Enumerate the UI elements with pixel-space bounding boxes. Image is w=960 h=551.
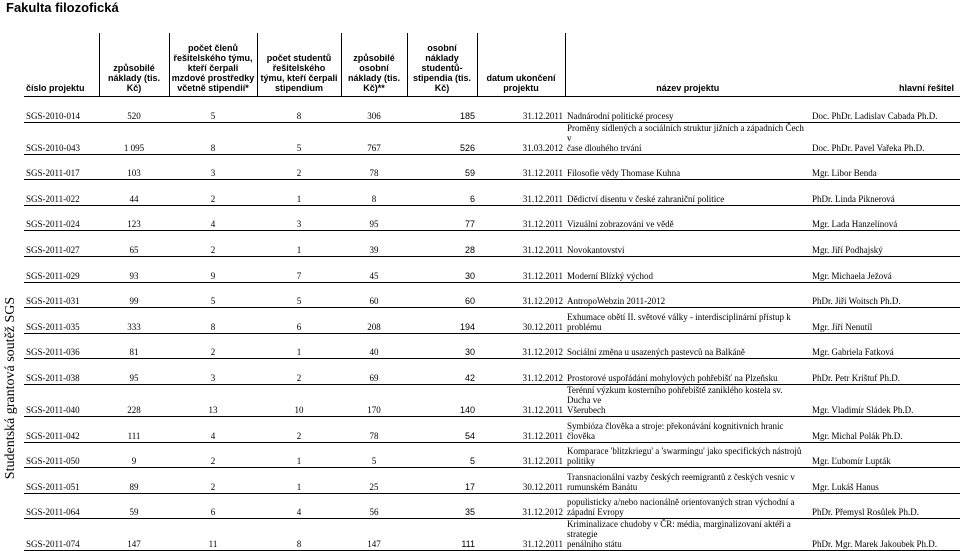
project-name-line: Sociální změna u usazených pastevců na Balkáně [567, 347, 745, 358]
lead-cell: Mgr. Jiří Podhajský [810, 231, 960, 257]
personal-student-stipend-cell: 194 [407, 308, 477, 334]
end-date-cell: 31.12.2011 [477, 384, 565, 416]
col-header-students-stipend: počet studentů řešitelského týmu, kteří čerpali stipendium [257, 33, 341, 97]
project-name-cell [565, 384, 810, 416]
material-costs-cell: 59 [99, 493, 169, 519]
table-row [24, 154, 960, 180]
end-date-cell: 31.12.2011 [477, 416, 565, 442]
project-id-cell: SGS-2011-050 [24, 442, 99, 468]
project-id-cell: SGS-2011-064 [24, 493, 99, 519]
project-name-cell [565, 180, 810, 206]
material-costs-cell: 9 [99, 442, 169, 468]
students-stipend-cell: 1 [257, 231, 341, 257]
team-members-cell: 11 [169, 519, 257, 551]
project-name-line: Všerubech [567, 404, 606, 415]
personal-student-stipend-cell: 30 [407, 333, 477, 359]
personal-student-stipend-cell: 54 [407, 416, 477, 442]
lead-cell: PhDr. Linda Piknerová [810, 180, 960, 206]
students-stipend-cell: 1 [257, 442, 341, 468]
team-members-cell: 2 [169, 180, 257, 206]
students-stipend-cell: 1 [257, 468, 341, 494]
table-row [24, 384, 960, 416]
lead-cell: Mgr. Gabriela Fatková [810, 333, 960, 359]
table-row [24, 442, 960, 468]
lead-cell: Mgr. Lada Hanzelínová [810, 205, 960, 231]
students-stipend-cell: 8 [257, 519, 341, 551]
team-members-cell: 2 [169, 442, 257, 468]
page-title: Fakulta filozofická [6, 0, 119, 15]
project-name-line: politiky [567, 456, 596, 467]
personal-student-stipend-cell: 59 [407, 154, 477, 180]
project-name-line: čase dlouhého trvání [567, 142, 642, 153]
table-row [24, 493, 960, 519]
team-members-cell: 2 [169, 468, 257, 494]
lead-cell: Mgr. Michal Polák Ph.D. [810, 416, 960, 442]
table-row [24, 519, 960, 551]
personal-student-stipend-cell: 6 [407, 180, 477, 206]
personal-student-stipend-cell: 42 [407, 359, 477, 385]
lead-cell: Mgr. Libor Benda [810, 154, 960, 180]
project-name-line: Filosofie vědy Thomase Kuhna [567, 168, 681, 179]
lead-cell: Mgr. Jiří Nenutil [810, 308, 960, 334]
project-name-line: Prostorové uspořádání mohylových pohřebišť na Plzeňsku [567, 372, 778, 383]
project-id-cell: SGS-2011-042 [24, 416, 99, 442]
students-stipend-cell: 2 [257, 154, 341, 180]
project-id-cell: SGS-2011-051 [24, 468, 99, 494]
project-name-line: Kriminalizace chudoby v ČR: média, marginalizovaní aktéři a strategie [567, 519, 791, 540]
project-name-cell [565, 333, 810, 359]
side-label-text: Studentská grantová soutěž SGS [3, 296, 18, 480]
end-date-cell: 31.12.2012 [477, 333, 565, 359]
material-costs-cell: 93 [99, 256, 169, 282]
project-name-line: Terénní výzkum kosterního pohřebiště zaniklého kostela sv. Ducha ve [567, 384, 783, 405]
end-date-cell: 31.12.2011 [477, 256, 565, 282]
project-name-line: Vizuální zobrazování ve vědě [567, 219, 674, 230]
personal-student-stipend-cell: 5 [407, 442, 477, 468]
end-date-cell: 31.03.2012 [477, 122, 565, 154]
end-date-cell: 31.12.2011 [477, 97, 565, 123]
students-stipend-cell: 5 [257, 122, 341, 154]
project-id-cell: SGS-2011-038 [24, 359, 99, 385]
personal-costs-cell: 306 [341, 97, 407, 123]
project-id-cell: SGS-2011-040 [24, 384, 99, 416]
project-name-cell [565, 205, 810, 231]
project-name-cell [565, 519, 810, 551]
team-members-cell: 8 [169, 308, 257, 334]
project-id-cell: SGS-2011-029 [24, 256, 99, 282]
project-name-cell [565, 256, 810, 282]
end-date-cell: 31.12.2011 [477, 231, 565, 257]
material-costs-cell: 123 [99, 205, 169, 231]
project-name-line: Dědictví disentu v české zahraniční politice [567, 193, 725, 204]
personal-costs-cell: 147 [341, 519, 407, 551]
personal-costs-cell: 78 [341, 154, 407, 180]
project-name-cell [565, 442, 810, 468]
personal-costs-cell: 170 [341, 384, 407, 416]
material-costs-cell: 228 [99, 384, 169, 416]
end-date-cell: 31.12.2012 [477, 493, 565, 519]
table-body [24, 97, 960, 551]
project-name-line: Komparace 'blitzkriegu' a 'swarmingu' jako specifických nástrojů [567, 446, 802, 457]
table-row [24, 256, 960, 282]
data-sheet [0, 33, 960, 550]
end-date-cell: 31.12.2011 [477, 205, 565, 231]
table-row [24, 333, 960, 359]
side-label [0, 243, 22, 533]
students-stipend-cell: 4 [257, 493, 341, 519]
personal-student-stipend-cell: 30 [407, 256, 477, 282]
project-name-line: Symbióza člověka a stroje: překonávání kognitivních hranic člověka [567, 420, 784, 441]
table-row [24, 468, 960, 494]
personal-student-stipend-cell: 185 [407, 97, 477, 123]
project-id-cell: SGS-2011-017 [24, 154, 99, 180]
team-members-cell: 13 [169, 384, 257, 416]
material-costs-cell: 99 [99, 282, 169, 308]
personal-student-stipend-cell: 17 [407, 468, 477, 494]
material-costs-cell: 65 [99, 231, 169, 257]
project-name-line: Proměny sídlených a sociálních struktur jižních a západních Čech v [567, 122, 804, 143]
students-stipend-cell: 8 [257, 97, 341, 123]
end-date-cell: 30.12.2011 [477, 468, 565, 494]
end-date-cell: 31.12.2012 [477, 359, 565, 385]
team-members-cell: 3 [169, 359, 257, 385]
project-id-cell: SGS-2011-074 [24, 519, 99, 551]
project-name-line: problému [567, 321, 602, 332]
personal-costs-cell: 39 [341, 231, 407, 257]
students-stipend-cell: 10 [257, 384, 341, 416]
lead-cell: Doc. PhDr. Ladislav Cabada Ph.D. [810, 97, 960, 123]
lead-cell: PhDr. Jiří Woitsch Ph.D. [810, 282, 960, 308]
project-id-cell: SGS-2011-031 [24, 282, 99, 308]
lead-cell: PhDr. Petr Krištuf Ph.D. [810, 359, 960, 385]
table-row [24, 180, 960, 206]
project-name-cell [565, 416, 810, 442]
material-costs-cell: 81 [99, 333, 169, 359]
team-members-cell: 4 [169, 205, 257, 231]
table-row [24, 231, 960, 257]
col-header-personal-student-stipend: osobní náklady studentů-stipendia (tis. Kč) [407, 33, 477, 97]
team-members-cell: 5 [169, 97, 257, 123]
project-name-cell [565, 122, 810, 154]
project-name-line: Transnacionální vazby českých reemigrantů z českých vesnic v [567, 471, 795, 482]
team-members-cell: 5 [169, 282, 257, 308]
table-row [24, 359, 960, 385]
project-id-cell: SGS-2011-024 [24, 205, 99, 231]
project-name-cell [565, 282, 810, 308]
personal-student-stipend-cell: 526 [407, 122, 477, 154]
project-name-line: rumunském Banátu [567, 481, 638, 492]
project-name-line: Nadnárodní politické procesy [567, 110, 674, 121]
project-name-line: AntropoWebzin 2011-2012 [567, 296, 666, 307]
col-header-lead: hlavní řešitel [810, 33, 960, 97]
lead-cell: PhDr. Přemysl Rosůlek Ph.D. [810, 493, 960, 519]
material-costs-cell: 95 [99, 359, 169, 385]
personal-costs-cell: 8 [341, 180, 407, 206]
personal-costs-cell: 60 [341, 282, 407, 308]
material-costs-cell: 147 [99, 519, 169, 551]
project-name-cell [565, 308, 810, 334]
project-id-cell: SGS-2011-022 [24, 180, 99, 206]
material-costs-cell: 44 [99, 180, 169, 206]
col-header-project-name: název projektu [565, 33, 810, 97]
material-costs-cell: 111 [99, 416, 169, 442]
team-members-cell: 8 [169, 122, 257, 154]
personal-costs-cell: 69 [341, 359, 407, 385]
table-row [24, 282, 960, 308]
col-header-end-date: datum ukončení projektu [477, 33, 565, 97]
material-costs-cell: 520 [99, 97, 169, 123]
project-id-cell: SGS-2011-027 [24, 231, 99, 257]
personal-student-stipend-cell: 77 [407, 205, 477, 231]
end-date-cell: 31.12.2011 [477, 154, 565, 180]
team-members-cell: 6 [169, 493, 257, 519]
lead-cell: Doc. PhDr. Pavel Vařeka Ph.D. [810, 122, 960, 154]
lead-cell: Mgr. Ľubomír Lupták [810, 442, 960, 468]
end-date-cell: 30.12.2011 [477, 308, 565, 334]
personal-costs-cell: 78 [341, 416, 407, 442]
end-date-cell: 31.12.2011 [477, 519, 565, 551]
personal-costs-cell: 40 [341, 333, 407, 359]
project-name-cell [565, 468, 810, 494]
students-stipend-cell: 2 [257, 359, 341, 385]
students-stipend-cell: 5 [257, 282, 341, 308]
table-row [24, 97, 960, 123]
personal-costs-cell: 56 [341, 493, 407, 519]
personal-student-stipend-cell: 111 [407, 519, 477, 551]
personal-student-stipend-cell: 140 [407, 384, 477, 416]
col-header-personal-costs: způsobilé osobní náklady (tis. Kč)** [341, 33, 407, 97]
personal-costs-cell: 208 [341, 308, 407, 334]
team-members-cell: 2 [169, 333, 257, 359]
table-row [24, 416, 960, 442]
students-stipend-cell: 1 [257, 333, 341, 359]
team-members-cell: 3 [169, 154, 257, 180]
project-name-line: Moderní Blízký východ [567, 270, 653, 281]
table-row [24, 308, 960, 334]
projects-table [24, 33, 960, 551]
project-name-line: západní Evropy [567, 507, 624, 518]
students-stipend-cell: 1 [257, 180, 341, 206]
project-id-cell: SGS-2011-035 [24, 308, 99, 334]
project-name-line: populisticky a/nebo nacionálně orientovaných stran východní a [567, 497, 795, 508]
team-members-cell: 9 [169, 256, 257, 282]
material-costs-cell: 89 [99, 468, 169, 494]
lead-cell: Mgr. Vladimír Sládek Ph.D. [810, 384, 960, 416]
students-stipend-cell: 3 [257, 205, 341, 231]
project-name-line: penálního státu [567, 539, 622, 550]
personal-costs-cell: 95 [341, 205, 407, 231]
table-row [24, 205, 960, 231]
personal-costs-cell: 25 [341, 468, 407, 494]
lead-cell: PhDr. Mgr. Marek Jakoubek Ph.D. [810, 519, 960, 551]
students-stipend-cell: 7 [257, 256, 341, 282]
col-header-team-members: počet členů řešitelského týmu, kteří čerpali mzdové prostředky včetně stipendií* [169, 33, 257, 97]
material-costs-cell: 1 095 [99, 122, 169, 154]
personal-costs-cell: 767 [341, 122, 407, 154]
lead-cell: Mgr. Michaela Ježová [810, 256, 960, 282]
team-members-cell: 2 [169, 231, 257, 257]
table-row [24, 122, 960, 154]
project-name-cell [565, 359, 810, 385]
project-id-cell: SGS-2010-014 [24, 97, 99, 123]
students-stipend-cell: 2 [257, 416, 341, 442]
end-date-cell: 31.12.2012 [477, 282, 565, 308]
project-name-cell [565, 493, 810, 519]
lead-cell: Mgr. Lukáš Hanus [810, 468, 960, 494]
project-name-cell [565, 154, 810, 180]
project-name-cell [565, 231, 810, 257]
material-costs-cell: 103 [99, 154, 169, 180]
personal-student-stipend-cell: 60 [407, 282, 477, 308]
project-name-cell [565, 97, 810, 123]
personal-costs-cell: 5 [341, 442, 407, 468]
table-header-row [24, 33, 960, 97]
project-id-cell: SGS-2010-043 [24, 122, 99, 154]
project-id-cell: SGS-2011-036 [24, 333, 99, 359]
project-name-line: Novokantovství [567, 244, 625, 255]
team-members-cell: 4 [169, 416, 257, 442]
personal-student-stipend-cell: 28 [407, 231, 477, 257]
personal-student-stipend-cell: 35 [407, 493, 477, 519]
col-header-id: číslo projektu [24, 33, 99, 97]
col-header-material-costs: způsobilé náklady (tis. Kč) [99, 33, 169, 97]
project-name-line: Exhumace obětí II. světové války - interdisciplinární přístup k [567, 311, 791, 322]
end-date-cell: 31.12.2011 [477, 442, 565, 468]
personal-costs-cell: 45 [341, 256, 407, 282]
end-date-cell: 31.12.2011 [477, 180, 565, 206]
material-costs-cell: 333 [99, 308, 169, 334]
students-stipend-cell: 6 [257, 308, 341, 334]
